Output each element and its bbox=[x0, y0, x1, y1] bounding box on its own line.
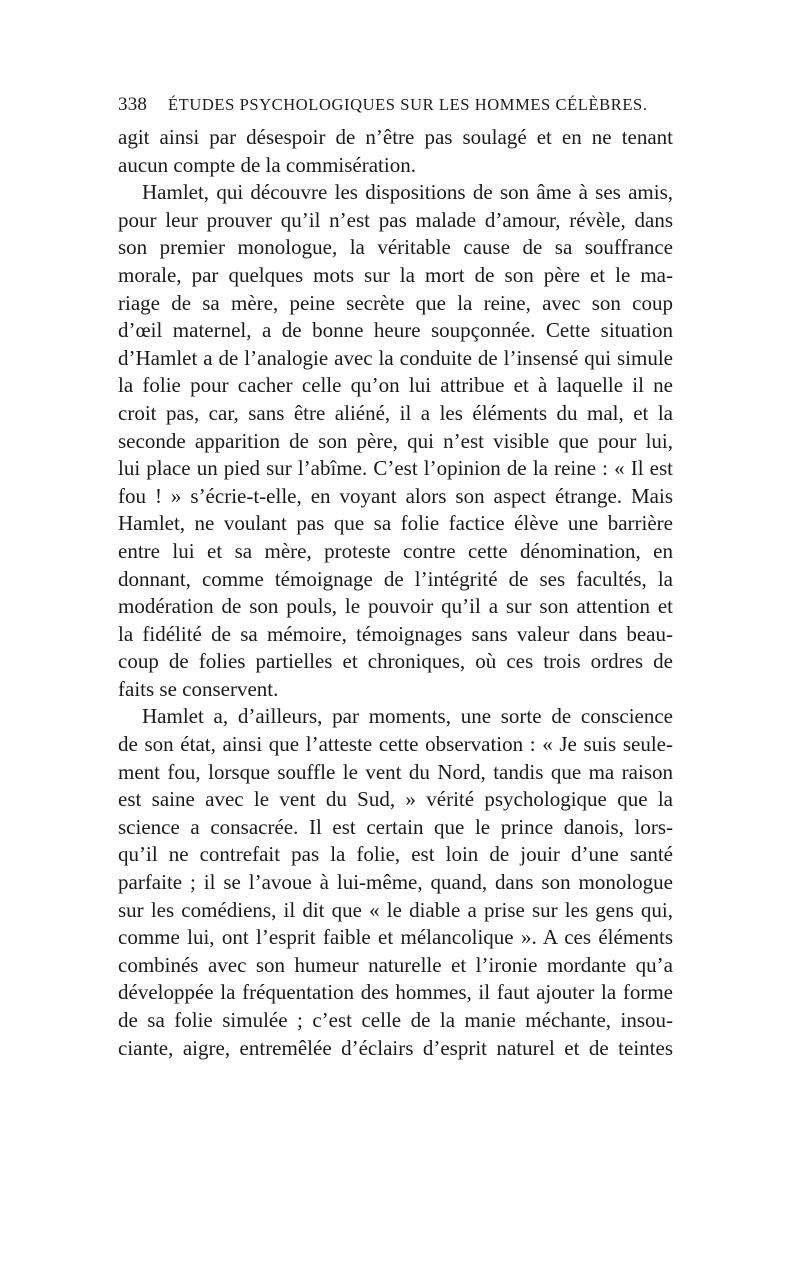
text-line: croit pas, car, sans être aliéné, il a les éléments du mal, et la bbox=[118, 400, 673, 425]
text-line: combinés avec son humeur naturelle et l’ironie mordante qu’a bbox=[118, 952, 673, 977]
text-line: coup de folies partielles et chroniques, où ces trois ordres de bbox=[118, 649, 673, 674]
text-line: la folie pour cacher celle qu’on lui attribue et à laquelle il ne bbox=[118, 373, 673, 398]
text-line: développée la fréquentation des hommes, il faut ajouter la forme bbox=[118, 980, 673, 1005]
text-line: Hamlet, qui découvre les dispositions de son âme à ses amis, bbox=[142, 180, 673, 205]
text-line: de son état, ainsi que l’atteste cette observation : « Je suis seule- bbox=[118, 732, 673, 757]
running-title: ÉTUDES PSYCHOLOGIQUES SUR LES HOMMES CÉLÈBRES. bbox=[168, 95, 648, 114]
text-line: comme lui, ont l’esprit faible et mélancolique ». A ces éléments bbox=[118, 925, 673, 950]
paragraph-2 bbox=[118, 179, 673, 703]
text-line: morale, par quelques mots sur la mort de son père et le ma- bbox=[118, 262, 673, 287]
body-text bbox=[118, 124, 673, 1062]
text-line: Hamlet, ne voulant pas que sa folie factice élève une barrière bbox=[118, 511, 673, 536]
text-line: science a consacrée. Il est certain que le prince danois, lors- bbox=[118, 814, 673, 839]
text-line: fou ! » s’écrie-t-elle, en voyant alors son aspect étrange. Mais bbox=[118, 483, 673, 508]
text-line: d’œil maternel, a de bonne heure soupçonnée. Cette situation bbox=[118, 318, 673, 343]
text-line: parfaite ; il se l’avoue à lui-même, quand, dans son monologue bbox=[118, 870, 673, 895]
text-line: son premier monologue, la véritable cause de sa souffrance bbox=[118, 235, 673, 260]
text-line: entre lui et sa mère, proteste contre cette dénomination, en bbox=[118, 538, 673, 563]
text-line: riage de sa mère, peine secrète que la reine, avec son coup bbox=[118, 290, 673, 315]
text-line: pour leur prouver qu’il n’est pas malade d’amour, révèle, dans bbox=[118, 207, 673, 232]
text-line: ciante, aigre, entremêlée d’éclairs d’esprit naturel et de teintes bbox=[118, 1035, 673, 1060]
page-number: 338 bbox=[118, 94, 148, 115]
text-line: d’Hamlet a de l’analogie avec la conduite de l’insensé qui simule bbox=[118, 345, 673, 370]
text-line: est saine avec le vent du Sud, » vérité psychologique que la bbox=[118, 787, 673, 812]
text-line: qu’il ne contrefait pas la folie, est loin de jouir d’une santé bbox=[118, 842, 673, 867]
text-line: la fidélité de sa mémoire, témoignages sans valeur dans beau- bbox=[118, 621, 673, 646]
text-line: ment fou, lorsque souffle le vent du Nord, tandis que ma raison bbox=[118, 759, 673, 784]
text-line: faits se conservent. bbox=[118, 676, 279, 701]
text-line: sur les comédiens, il dit que « le diable a prise sur les gens qui, bbox=[118, 897, 673, 922]
text-line: agit ainsi par désespoir de n’être pas soulagé et en ne tenant bbox=[118, 125, 673, 149]
paragraph-1 bbox=[118, 124, 673, 179]
text-line: donnant, comme témoignage de l’intégrité de ses facultés, la bbox=[118, 566, 673, 591]
paragraph-3 bbox=[118, 703, 673, 1062]
text-line: de sa folie simulée ; c’est celle de la manie méchante, insou- bbox=[118, 1008, 673, 1032]
text-line: aucun compte de la commisération. bbox=[118, 152, 416, 177]
text-line: seconde apparition de son père, qui n’est visible que pour lui, bbox=[118, 428, 673, 453]
text-line: Hamlet a, d’ailleurs, par moments, une sorte de conscience bbox=[142, 704, 673, 729]
running-head bbox=[118, 92, 673, 118]
text-line: modération de son pouls, le pouvoir qu’il a sur son attention et bbox=[118, 594, 673, 619]
text-line: lui place un pied sur l’abîme. C’est l’opinion de la reine : « Il est bbox=[118, 456, 673, 481]
